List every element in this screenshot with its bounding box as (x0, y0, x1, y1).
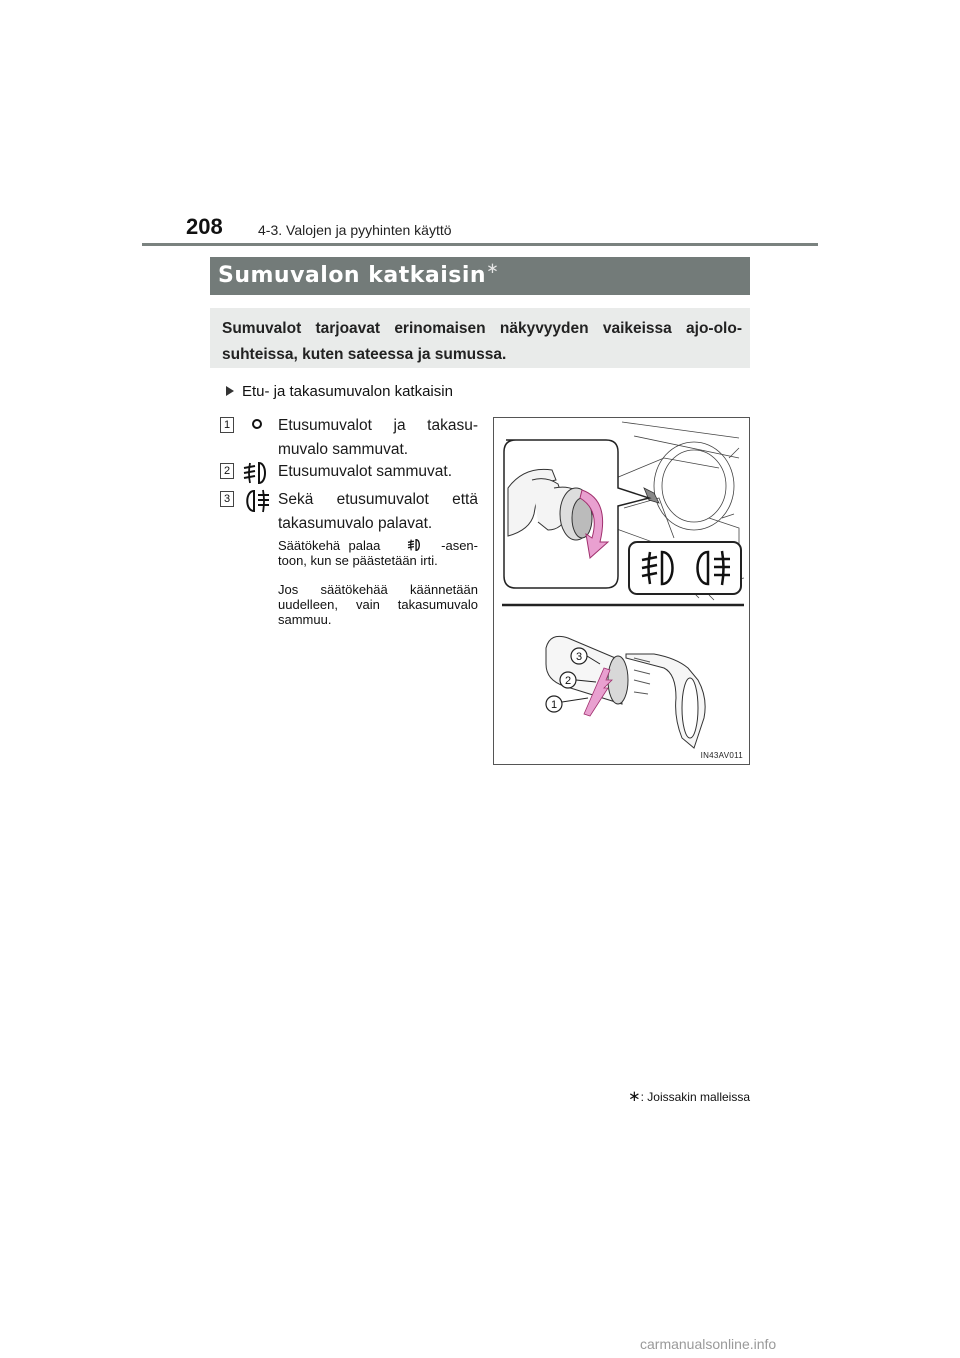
triangle-bullet-icon (226, 386, 234, 396)
intro-text: Sumuvalot tarjoavat erinomaisen näkyvyyden vaikeissa ajo-olo-suhteissa, kuten sateessa ja sumussa. (222, 320, 742, 363)
off-position-icon (242, 414, 272, 436)
note-return-after: -asen-toon, kun se päästetään irti. (278, 538, 478, 568)
footnote (590, 1087, 750, 1105)
subheading-text: Etu- ja takasumuvalon katkaisin (242, 383, 453, 400)
note-second: Jos säätökehää käännetään uudelleen, vain takasumuvalo sammuu. (278, 582, 478, 627)
callout-2-label: 2 (564, 675, 572, 687)
intro-box (210, 308, 750, 368)
callout-1-label: 1 (550, 699, 558, 711)
front-fog-light-icon (403, 538, 427, 552)
page-title-text: Sumuvalon katkaisin (218, 263, 487, 288)
title-asterisk: ∗ (486, 259, 500, 277)
callout-1 (546, 696, 588, 712)
item-text: Etusumuvalot ja takasu-muvalo sammuvat. (278, 417, 478, 458)
header-rule (142, 243, 818, 246)
note-return-before: Säätökehä palaa (278, 538, 381, 553)
item-text: Etusumuvalot sammuvat. (278, 463, 453, 480)
footnote-text: : Joissakin malleissa (640, 1090, 750, 1104)
footnote-asterisk: ∗ (628, 1088, 641, 1105)
item-text: Sekä etusumuvalot että takasumuvalo palavat. (278, 491, 478, 532)
section-label: 4-3. Valojen ja pyyhinten käyttö (258, 222, 452, 238)
item-number: 1 (220, 417, 234, 433)
item-number: 3 (220, 491, 234, 507)
fog-light-switch-illustration (494, 418, 749, 764)
illustration-frame (493, 417, 750, 765)
figure-code: IN43AV011 (700, 751, 743, 760)
callout-3-label: 3 (575, 651, 583, 663)
rear-fog-light-icon (242, 488, 272, 514)
note-return (278, 538, 478, 568)
page-number: 208 (186, 214, 223, 239)
lever-stalk (546, 636, 705, 748)
subheading (226, 383, 453, 400)
page-title (218, 259, 500, 288)
item-number: 2 (220, 463, 234, 479)
watermark: carmanualsonline.info (640, 1336, 777, 1352)
title-bar (210, 257, 750, 295)
front-fog-light-icon (242, 460, 272, 486)
